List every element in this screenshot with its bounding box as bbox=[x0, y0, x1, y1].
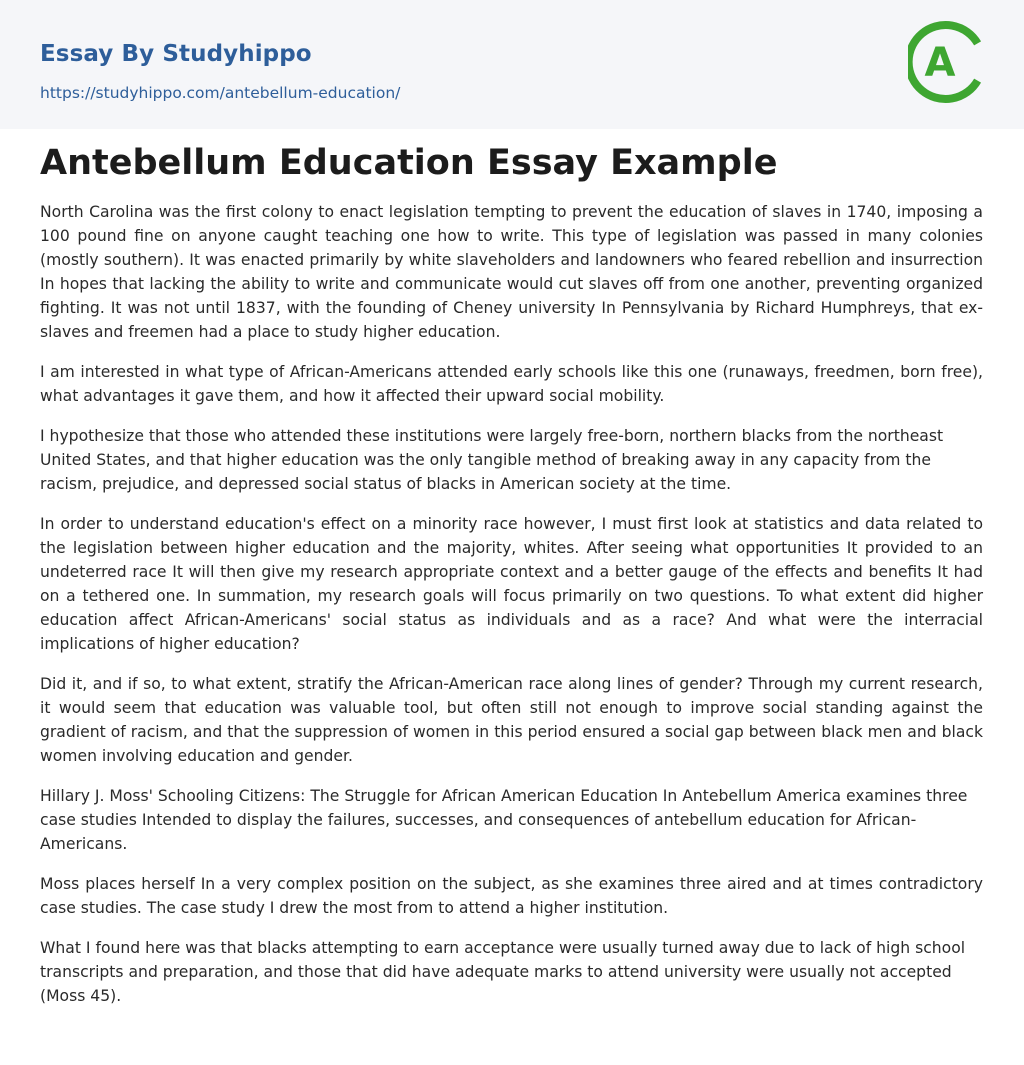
site-header bbox=[0, 0, 1024, 129]
paragraph-2: I am interested in what type of African-Americans attended early schools like this one (runaways, freedmen, born free), what advantages it gave them, and how it affected their upward social mobility. bbox=[40, 363, 983, 405]
paragraph-5: Did it, and if so, to what extent, stratify the African-American race along lines of gender? Through my current research, it would seem that education was valuable tool, but often still not enough to improve social standing against the gradient of racism, and that the suppression of women in this period ensured a social gap between black men and black women involving education and gender. bbox=[40, 675, 983, 765]
paragraph-4: In order to understand education's effect on a minority race however, I must first look at statistics and data related to the legislation between higher education and the majority, whites. After seeing what opportunities It provided to an undeterred race It will then give my research appropriate context and a better gauge of the effects and benefits It had on a tethered one. In summation, my research goals will focus primarily on two questions. To what extent did higher education affect African-Americans' social status as individuals and as a race? And what were the interracial implications of higher education? bbox=[40, 515, 983, 653]
studyhippo-logo-icon[interactable] bbox=[908, 18, 988, 106]
paragraph-6: Hillary J. Moss' Schooling Citizens: The Struggle for African American Education In Antebellum America examines three case studies Intended to display the failures, successes, and consequences of antebellum education for African-Americans. bbox=[40, 787, 968, 853]
paragraph-3: I hypothesize that those who attended these institutions were largely free-born, northern blacks from the northeast United States, and that higher education was the only tangible method of breaking away in any capacity from the racism, prejudice, and depressed social status of blacks in American society at the time. bbox=[40, 427, 944, 493]
paragraph-8: What I found here was that blacks attempting to earn acceptance were usually turned away due to lack of high school transcripts and preparation, and those that did have adequate marks to attend university were usually not accepted (Moss 45). bbox=[40, 939, 966, 1005]
essay-body bbox=[40, 200, 983, 1024]
paragraph-1: North Carolina was the first colony to enact legislation tempting to prevent the education of slaves in 1740, imposing a 100 pound fine on anyone caught teaching one how to write. This type of legislation was passed in many colonies (mostly southern). It was enacted primarily by white slaveholders and landowners who feared rebellion and insurrection In hopes that lacking the ability to write and communicate would cut slaves off from one another, preventing organized fighting. It was not until 1837, with the founding of Cheney university In Pennsylvania by Richard Humphreys, that ex-slaves and freemen had a place to study higher education. bbox=[40, 203, 983, 341]
logo-letter: A bbox=[924, 40, 956, 86]
source-url-link[interactable]: https://studyhippo.com/antebellum-education/ bbox=[40, 84, 401, 102]
page-title: Antebellum Education Essay Example bbox=[40, 143, 778, 183]
paragraph-7: Moss places herself In a very complex position on the subject, as she examines three aired and at times contradictory case studies. The case study I drew the most from to attend a higher institution. bbox=[40, 875, 983, 917]
brand-title[interactable]: Essay By Studyhippo bbox=[40, 41, 312, 67]
